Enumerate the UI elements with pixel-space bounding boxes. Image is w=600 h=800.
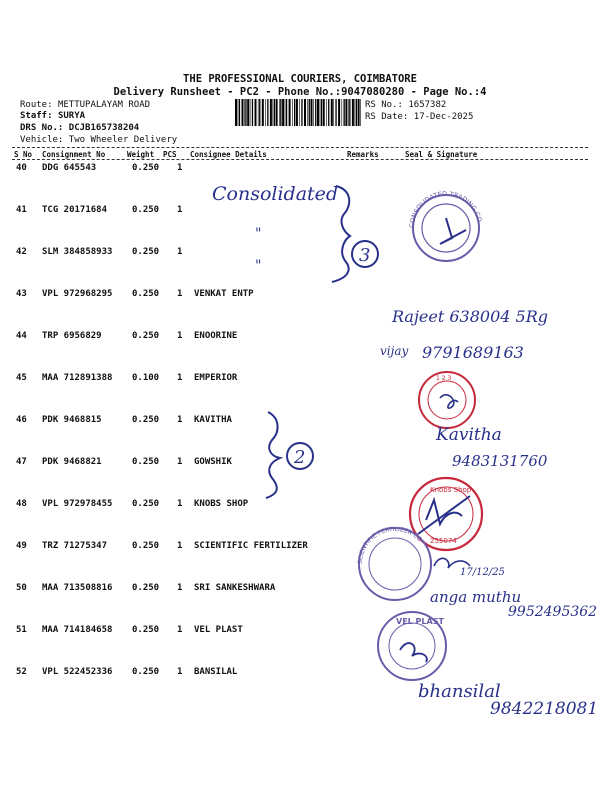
barcode-bar: [338, 99, 340, 126]
barcode-bar: [279, 99, 280, 126]
barcode-bar: [292, 99, 293, 126]
barcode-bar: [296, 99, 298, 126]
barcode-bar: [335, 99, 336, 126]
row-sno: 51: [16, 625, 27, 635]
rs-date-label: RS Date:: [365, 112, 409, 122]
row-weight: 0.250: [132, 499, 160, 509]
barcode-bar: [331, 99, 333, 126]
barcode-bar: [265, 99, 266, 126]
barcode-bar: [238, 99, 239, 126]
barcode-bar: [307, 99, 308, 126]
table-row: [0, 667, 600, 681]
stamp-knobs-number: 255074: [430, 537, 457, 545]
stamp-velplast-text: VEL PLAST: [396, 617, 444, 626]
row-sno: 46: [16, 415, 27, 425]
barcode-bar: [321, 99, 322, 126]
barcode-bar: [342, 99, 343, 126]
table-row: [0, 625, 600, 639]
table-row: [0, 247, 600, 261]
row-consignee: EMPERIOR: [194, 373, 238, 383]
barcode-bar: [358, 99, 360, 126]
barcode-bar: [289, 99, 291, 126]
rs-no-line: [365, 100, 446, 110]
drs-label: DRS No.:: [20, 123, 64, 133]
handwritten-angamuthu: anga muthu: [430, 588, 522, 606]
handwritten-vijay: vijay: [380, 344, 409, 358]
row-weight: 0.250: [132, 205, 160, 215]
barcode-bar: [239, 99, 240, 126]
barcode-bar: [304, 99, 306, 126]
table-row: [0, 583, 600, 597]
barcode-bar: [274, 99, 275, 126]
col-weight: Weight: [127, 150, 155, 159]
handwritten-bhansilal: bhansilal: [418, 681, 501, 702]
col-pcs: PCS: [163, 150, 177, 159]
barcode-bar: [299, 99, 300, 126]
barcode-bar: [344, 99, 345, 126]
row-pcs: 1: [177, 457, 183, 467]
barcode-bar: [244, 99, 245, 126]
row-sno: 40: [16, 163, 27, 173]
row-pcs: 1: [177, 289, 183, 299]
barcode-bar: [345, 99, 347, 126]
row-pcs: 1: [177, 373, 183, 383]
col-seal: Seal & Signature: [405, 150, 478, 159]
row-sno: 43: [16, 289, 27, 299]
row-weight: 0.250: [132, 625, 160, 635]
table-row: [0, 289, 600, 303]
barcode-bar: [315, 99, 316, 126]
col-remarks: Remarks: [347, 150, 379, 159]
barcode-bar: [352, 99, 354, 126]
row-consignment: VPL 522452336: [42, 667, 113, 677]
barcode-bar: [286, 99, 287, 126]
handwritten-phone-44: 9791689163: [422, 343, 524, 362]
row-sno: 48: [16, 499, 27, 509]
rs-no-label: RS No.:: [365, 100, 403, 110]
row-consignment: MAA 712891388: [42, 373, 113, 383]
staff-value: SURYA: [57, 111, 86, 121]
barcode-bar: [262, 99, 264, 126]
table-row: [0, 205, 600, 219]
staff-line: [20, 111, 85, 121]
header-rule-top: [12, 147, 588, 148]
stamp-consolidated-text: CONSOLIDATED TRADING CO: [407, 189, 484, 229]
barcode-bar: [258, 99, 259, 126]
row-weight: 0.250: [132, 289, 160, 299]
vehicle-value: Two Wheeler Delivery: [68, 135, 178, 145]
stamp-knobs-icon: [410, 478, 482, 550]
barcode-bar: [270, 99, 272, 126]
row-consignment: TCG 20171684: [42, 205, 108, 215]
header-rule-bottom: [12, 159, 588, 160]
row-pcs: 1: [177, 163, 183, 173]
handwritten-phone-47: 9483131760: [452, 452, 548, 470]
rs-date-value: 17-Dec-2025: [413, 112, 474, 122]
row-sno: 49: [16, 541, 27, 551]
barcode-bar: [267, 99, 268, 126]
barcode: [235, 99, 361, 126]
row-sno: 42: [16, 247, 27, 257]
row-consignee: VENKAT ENTP: [194, 289, 254, 299]
row-consignment: PDK 9468815: [42, 415, 102, 425]
table-row: [0, 457, 600, 471]
row-weight: 0.250: [132, 247, 160, 257]
row-consignment: SLM 384858933: [42, 247, 113, 257]
barcode-bar: [311, 99, 313, 126]
row-consignment: MAA 713508816: [42, 583, 113, 593]
row-consignment: VPL 972968295: [42, 289, 113, 299]
vehicle-label: Vehicle:: [20, 135, 64, 145]
handwritten-phone-50: 9952495362: [508, 604, 598, 620]
document-title: THE PROFESSIONAL COURIERS, COIMBATORE: [183, 73, 417, 85]
barcode-bar: [255, 99, 257, 126]
rs-date-line: [365, 112, 473, 122]
barcode-bar: [259, 99, 260, 126]
barcode-bar: [282, 99, 284, 126]
row-weight: 0.100: [132, 373, 160, 383]
stamp-red-text: 1 2 3: [436, 375, 452, 382]
row-sno: 44: [16, 331, 27, 341]
row-pcs: 1: [177, 247, 183, 257]
handwritten-ditto-2: ": [255, 258, 262, 274]
barcode-bar: [309, 99, 310, 126]
barcode-bar: [301, 99, 302, 126]
barcode-bar: [245, 99, 246, 126]
row-sno: 50: [16, 583, 27, 593]
handwritten-kavitha: Kavitha: [436, 425, 502, 445]
barcode-bar: [326, 99, 327, 126]
handwritten-date: 17/12/25: [460, 567, 505, 578]
col-consignment: Consignment No: [42, 150, 106, 159]
table-row: [0, 499, 600, 513]
row-pcs: 1: [177, 499, 183, 509]
row-pcs: 1: [177, 331, 183, 341]
row-sno: 41: [16, 205, 27, 215]
barcode-bar: [250, 99, 251, 126]
row-pcs: 1: [177, 667, 183, 677]
barcode-bar: [323, 99, 325, 126]
row-consignee: ENOORINE: [194, 331, 238, 341]
barcode-bar: [276, 99, 278, 126]
barcode-bar: [328, 99, 329, 126]
row-consignment: PDK 9468821: [42, 457, 102, 467]
barcode-bar: [294, 99, 295, 126]
stamp-scientific-text: SCIENTIFIC FERTILIZER CO: [356, 525, 424, 565]
rs-no-value: 1657382: [408, 100, 447, 110]
row-sno: 47: [16, 457, 27, 467]
row-sno: 45: [16, 373, 27, 383]
vehicle-line: [20, 135, 177, 145]
col-consignee: Consignee Details: [190, 150, 267, 159]
row-sno: 52: [16, 667, 27, 677]
handwritten-rajeet: Rajeet 638004 5Rg: [392, 307, 548, 326]
table-row: [0, 541, 600, 555]
drs-value: DCJB165738204: [68, 123, 140, 133]
document-subtitle: Delivery Runsheet - PC2 - Phone No.:9047080280 - Page No.:4: [113, 86, 487, 98]
barcode-bar: [252, 99, 253, 126]
barcode-bar: [313, 99, 314, 126]
row-consignee: KNOBS SHOP: [194, 499, 249, 509]
table-row: [0, 373, 600, 387]
barcode-bar: [355, 99, 356, 126]
drs-line: [20, 123, 139, 133]
row-pcs: 1: [177, 625, 183, 635]
barcode-bar: [235, 99, 237, 126]
row-weight: 0.250: [132, 583, 160, 593]
row-consignee: KAVITHA: [194, 415, 232, 425]
row-pcs: 1: [177, 583, 183, 593]
row-consignee: SCIENTIFIC FERTILIZER: [194, 541, 308, 551]
barcode-bar: [273, 99, 274, 126]
col-sno: S No: [14, 150, 33, 159]
row-pcs: 1: [177, 541, 183, 551]
row-consignment: TRZ 71275347: [42, 541, 108, 551]
signature-scientific-icon: [434, 558, 470, 568]
table-row: [0, 415, 600, 429]
row-weight: 0.250: [132, 457, 160, 467]
staff-label: Staff:: [20, 111, 53, 121]
handwritten-consolidated: Consolidated: [212, 183, 339, 205]
route-label: Route:: [20, 100, 53, 110]
row-consignee: GOWSHIK: [194, 457, 232, 467]
barcode-bar: [356, 99, 357, 126]
route-line: [20, 100, 150, 110]
row-weight: 0.250: [132, 415, 160, 425]
row-consignee: SRI SANKESHWARA: [194, 583, 276, 593]
table-row: [0, 163, 600, 177]
row-pcs: 1: [177, 415, 183, 425]
row-pcs: 1: [177, 205, 183, 215]
barcode-bar: [349, 99, 350, 126]
row-consignment: DDG 645543: [42, 163, 97, 173]
route-value: METTUPALAYAM ROAD: [57, 100, 151, 110]
handwritten-count-2: 2: [294, 447, 306, 468]
barcode-bar: [333, 99, 334, 126]
handwritten-ditto-1: ": [255, 226, 262, 242]
row-consignment: TRP 6956829: [42, 331, 102, 341]
table-row: [0, 331, 600, 345]
barcode-bar: [242, 99, 244, 126]
row-weight: 0.250: [132, 163, 160, 173]
handwritten-count-3: 3: [359, 245, 371, 266]
row-consignment: MAA 714184658: [42, 625, 113, 635]
row-consignee: BANSILAL: [194, 667, 238, 677]
handwritten-phone-52: 9842218081: [490, 699, 599, 719]
barcode-bar: [247, 99, 249, 126]
barcode-bar: [360, 99, 361, 126]
barcode-bar: [320, 99, 321, 126]
stamp-knobs-text: Knobs Shop: [430, 486, 472, 494]
row-weight: 0.250: [132, 541, 160, 551]
brace-1-icon: [332, 186, 350, 282]
barcode-bar: [348, 99, 349, 126]
barcode-bar: [317, 99, 319, 126]
row-weight: 0.250: [132, 331, 160, 341]
row-consignee: VEL PLAST: [194, 625, 243, 635]
barcode-bar: [285, 99, 286, 126]
row-weight: 0.250: [132, 667, 160, 677]
barcode-bar: [280, 99, 281, 126]
row-consignment: VPL 972978455: [42, 499, 113, 509]
